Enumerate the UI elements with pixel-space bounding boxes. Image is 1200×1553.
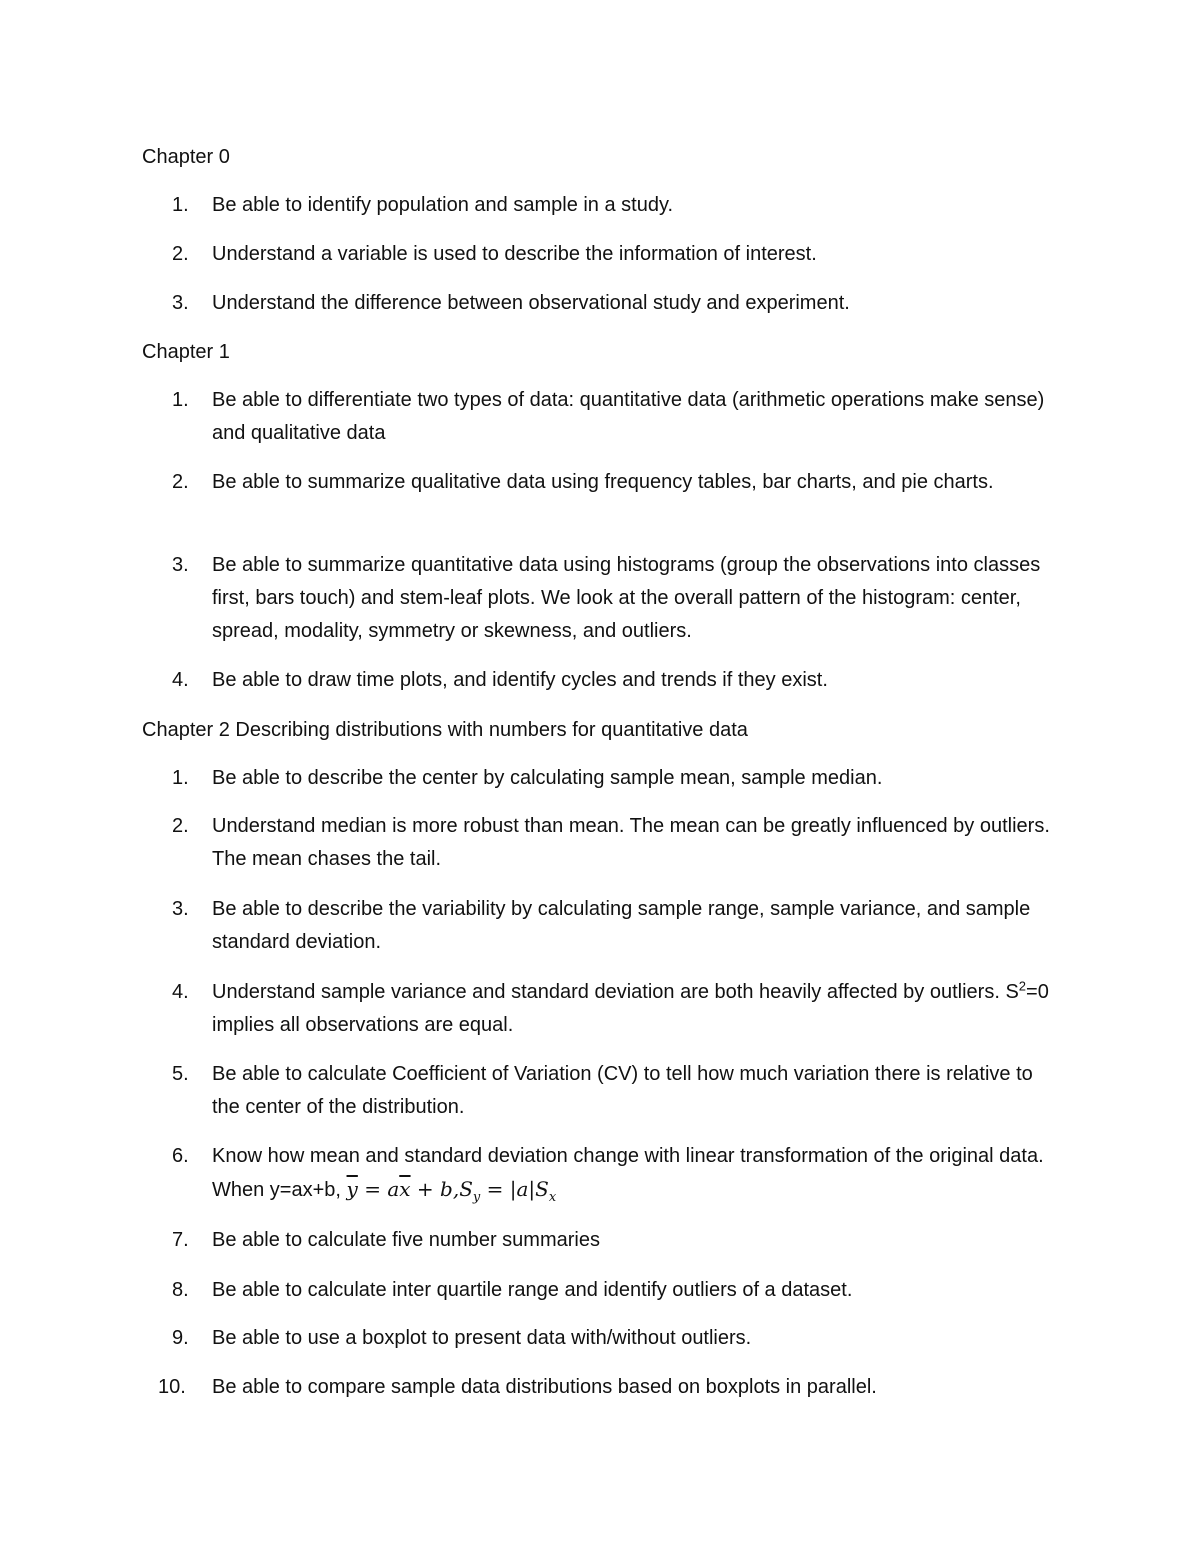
list-item — [172, 238, 1052, 271]
list-number: 3. — [172, 292, 189, 314]
list-text — [212, 1140, 1052, 1207]
list-text: Understand median is more robust than mean. The mean can be greatly influenced by outliers. The mean chases the tail. — [212, 815, 1050, 870]
list-text: Be able to summarize quantitative data using histograms (group the observations into classes first, bars touch) and stem-leaf plots. We look at the overall pattern of the histogram: center, spread, modality, symmetry or skewness, and outliers. — [212, 554, 1041, 642]
list-item — [172, 287, 1052, 320]
list-number: 2. — [172, 243, 189, 265]
superscript: 2 — [1018, 978, 1027, 994]
formula-ybar: $\overline{y}$ — [346, 1177, 358, 1201]
list-text — [212, 976, 1052, 1042]
list-number: 8. — [172, 1279, 189, 1301]
list-number: 1. — [172, 194, 189, 216]
list-text: Understand the difference between observational study and experiment. — [212, 292, 850, 314]
list-text: Be able to draw time plots, and identify cycles and trends if they exist. — [212, 669, 828, 691]
list-item — [172, 384, 1052, 450]
list-item — [172, 1322, 1052, 1355]
list-text: Be able to calculate Coefficient of Variation (CV) to tell how much variation there is relative to the center of the distribution. — [212, 1063, 1033, 1118]
formula-s: S — [459, 1177, 473, 1201]
list-text: Be able to calculate five number summaries — [212, 1229, 600, 1251]
formula-sub: y — [472, 1190, 481, 1205]
list-number: 6. — [172, 1145, 189, 1167]
formula-plus: + b, — [410, 1177, 460, 1201]
list-item — [172, 1224, 1052, 1257]
list-item — [172, 189, 1052, 222]
chapter-1-heading: Chapter 1 — [142, 341, 230, 363]
formula-sub: x — [548, 1190, 557, 1205]
list-text: Be able to describe the variability by calculating sample range, sample variance, and sample standard deviation. — [212, 898, 1031, 953]
list-text: Be able to identify population and sample in a study. — [212, 194, 674, 216]
list-text: Be able to summarize qualitative data using frequency tables, bar charts, and pie charts. — [212, 471, 994, 493]
list-item — [172, 976, 1052, 1042]
list-number: 9. — [172, 1327, 189, 1349]
list-item — [172, 762, 1052, 795]
text-part: Understand sample variance and standard deviation are both heavily affected by outliers. S — [212, 981, 1019, 1003]
list-item — [172, 1274, 1052, 1307]
list-text: Be able to compare sample data distributions based on boxplots in parallel. — [212, 1376, 877, 1398]
list-number: 1. — [172, 767, 189, 789]
chapter-0-heading: Chapter 0 — [142, 146, 230, 168]
list-item — [172, 810, 1052, 876]
formula-xbar: $\overline{x}$ — [399, 1177, 411, 1201]
list-number: 4. — [172, 981, 189, 1003]
list-number: 1. — [172, 389, 189, 411]
list-text: Be able to calculate inter quartile range and identify outliers of a dataset. — [212, 1279, 853, 1301]
list-item — [172, 549, 1052, 648]
text-part: Know how mean and standard deviation change with linear transformation of the original data. When y=ax+b, — [212, 1145, 1044, 1201]
formula — [346, 1177, 557, 1205]
list-item — [172, 466, 1052, 499]
formula-eq: = — [357, 1177, 388, 1201]
list-number: 3. — [172, 898, 189, 920]
formula-a: a — [387, 1177, 400, 1201]
formula-eq: = |a| — [480, 1177, 536, 1201]
text-part: =0 implies all observations are equal. — [212, 981, 1049, 1036]
list-item — [172, 1140, 1052, 1207]
list-text: Be able to describe the center by calculating sample mean, sample median. — [212, 767, 883, 789]
list-number: 2. — [172, 815, 189, 837]
formula-s: S — [535, 1177, 549, 1201]
list-item — [172, 664, 1052, 697]
list-number: 7. — [172, 1229, 189, 1251]
list-number: 10. — [158, 1376, 186, 1398]
list-number: 3. — [172, 554, 189, 576]
list-number: 4. — [172, 669, 189, 691]
list-item — [172, 893, 1052, 959]
list-number: 5. — [172, 1063, 189, 1085]
list-number: 2. — [172, 471, 189, 493]
list-item — [172, 1058, 1052, 1124]
chapter-2-heading: Chapter 2 Describing distributions with numbers for quantitative data — [142, 719, 748, 741]
list-text: Understand a variable is used to describe the information of interest. — [212, 243, 817, 265]
list-text: Be able to use a boxplot to present data with/without outliers. — [212, 1327, 752, 1349]
list-text: Be able to differentiate two types of data: quantitative data (arithmetic operations make sense) and qualitative data — [212, 389, 1045, 444]
list-item — [158, 1371, 1052, 1404]
